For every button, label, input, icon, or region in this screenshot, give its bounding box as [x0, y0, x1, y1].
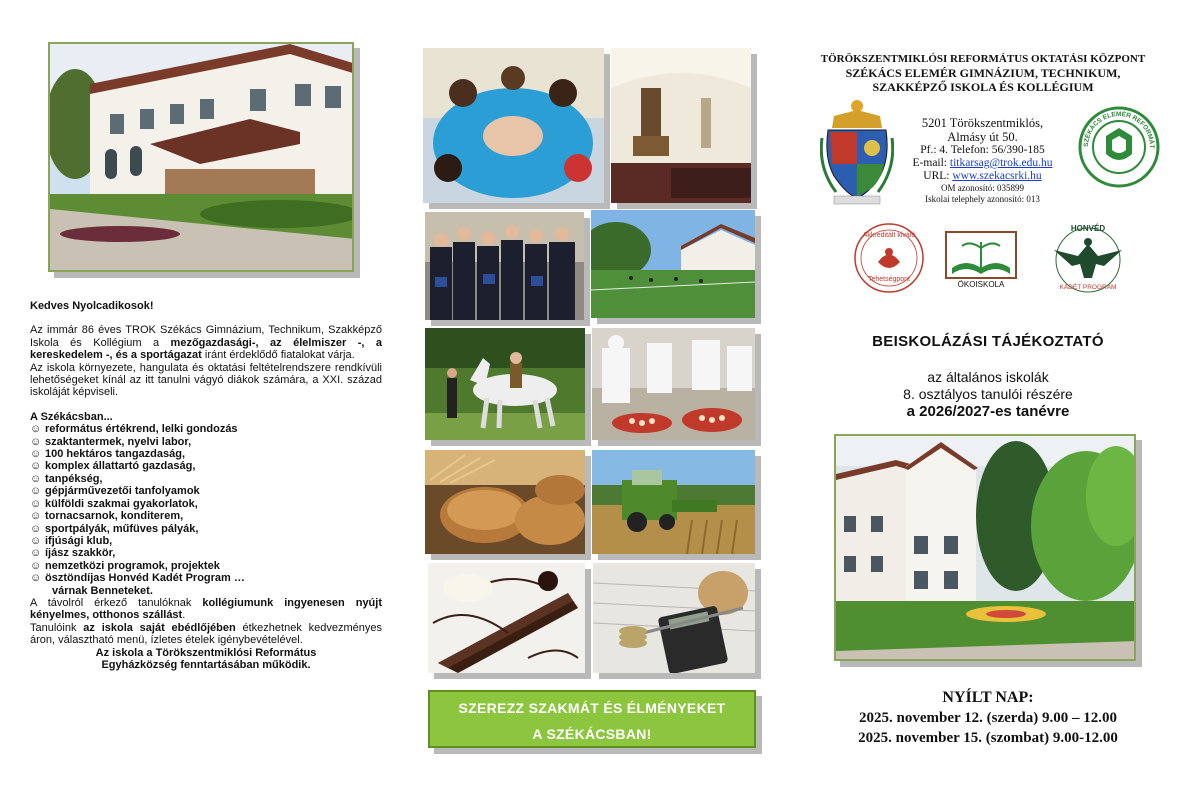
eco-label: ÖKOISKOLA: [957, 280, 1005, 289]
canteen-end: étkezhetnek kedvezményes áron, választható menü, ízletes ételek igénybevételével.: [30, 621, 382, 647]
chocolate-cake-photo: [428, 563, 585, 673]
cta-banner: [428, 690, 756, 748]
intro-sectors: mezőgazdasági-, az élelmiszer -, a kereskedelem -, és a sportágazat: [30, 336, 382, 362]
feature-list-text: tornacsarnok, konditerem,: [45, 510, 184, 523]
document-subtitle: [808, 369, 1168, 420]
subtitle-line-1: az általános iskolák: [927, 369, 1049, 385]
organization-name: [808, 52, 1158, 94]
open-day-title: NYÍLT NAP:: [942, 689, 1034, 706]
feature-list-text: ifjúsági klub,: [45, 534, 113, 547]
honved-cadet-logo: [1048, 222, 1128, 296]
email-line: [900, 157, 1065, 170]
feature-list-text: komplex állattartó gazdaság,: [45, 460, 196, 473]
open-day-block: [808, 688, 1168, 748]
site-id: Iskolai telephely azonosító: 013: [925, 194, 1040, 204]
feature-list-text: szaktantermek, nyelvi labor,: [45, 435, 192, 448]
email-link[interactable]: titkarsag@trok.edu.hu: [949, 157, 1053, 169]
feature-list-text: külföldi szakmai gyakorlatok,: [45, 497, 198, 510]
feature-list-text: református értékrend, lelki gondozás: [45, 423, 238, 436]
smiley-icon: ☺: [30, 522, 42, 535]
feature-list-item: [30, 473, 382, 485]
address-city: 5201 Törökszentmiklós,: [921, 116, 1044, 130]
dormitory-paragraph: [30, 597, 382, 622]
maintainer-note: Az iskola a Törökszentmiklósi Református Egyházközség fenntartásában működik.: [95, 646, 317, 671]
school-building-photo-2: [834, 434, 1136, 661]
harvester-photo: [592, 450, 755, 554]
school-seal-logo: [1078, 106, 1160, 188]
calculator-potato-photo: [593, 563, 755, 673]
feature-list-text: gépjárművezetői tanfolyamok: [45, 485, 200, 498]
feature-list-item: [30, 485, 382, 497]
intro-end: iránt érdeklődő fiatalokat várja.: [201, 349, 355, 362]
sports-field-photo: [591, 210, 755, 318]
smiley-icon: ☺: [30, 485, 42, 498]
horse-riding-photo: [425, 328, 585, 440]
dorm-end: .: [182, 609, 186, 622]
greeting: Kedves Nyolcadikosok!: [30, 300, 154, 312]
smiley-icon: ☺: [30, 534, 42, 547]
canteen-bold: az iskola saját ebédlőjében: [83, 621, 236, 634]
left-text-block: [30, 300, 382, 671]
canteen-text: Tanulóink: [30, 621, 84, 634]
dorm-bold: kollégiumunk ingyenesen nyújt kényelmes, otthonos szállást: [30, 596, 383, 622]
feature-list-item: [30, 547, 382, 559]
subtitle-line-3: a 2026/2027-es tanévre: [906, 403, 1070, 420]
address-block: [900, 116, 1065, 205]
feature-list-text: 100 hektáros tangazdaság,: [45, 448, 186, 461]
om-id: OM azonosító: 035899: [941, 183, 1024, 193]
feature-list-item: [30, 448, 382, 460]
document-title: BEISKOLÁZÁSI TÁJÉKOZTATÓ: [872, 333, 1104, 350]
intro-text: Az immár 86 éves TROK Székács Gimnázium, Technikum, Szakképző Iskola és Kollégium a: [30, 324, 382, 349]
smiley-icon: ☺: [30, 559, 42, 572]
honved-label: HONVÉD: [1070, 224, 1106, 233]
org-line-2: SZÉKÁCS ELEMÉR GIMNÁZIUM, TECHNIKUM,: [845, 66, 1121, 80]
intro-paragraph: [30, 324, 382, 361]
feature-list: [30, 423, 382, 584]
feature-list-text: nemzetközi programok, projektek: [45, 559, 220, 572]
feature-list-item: [30, 510, 382, 522]
smiley-icon: ☺: [30, 572, 42, 585]
feature-list-item: [30, 460, 382, 472]
smiley-icon: ☺: [30, 497, 42, 510]
smiley-icon: ☺: [30, 448, 42, 461]
url-label: URL:: [923, 170, 953, 182]
feature-list-item: [30, 560, 382, 572]
feature-list-item: [30, 498, 382, 510]
feature-list-item: [30, 572, 382, 584]
cta-line-1: SZEREZZ SZAKMÁT ÉS ÉLMÉNYEKET: [458, 700, 726, 716]
feature-list-text: sportpályák, műfüves pályák,: [45, 522, 199, 535]
bakery-class-photo: [592, 328, 755, 440]
feature-list-item: [30, 523, 382, 535]
open-day-date-2: 2025. november 15. (szombat) 9.00-12.00: [858, 730, 1118, 746]
seal-text: SZÉKÁCS ELEMÉR REFORMÁT: [1082, 110, 1156, 149]
feature-list-text: ösztöndíjas Honvéd Kadét Program …: [45, 572, 245, 585]
smiley-icon: ☺: [30, 547, 42, 560]
feature-list-item: [30, 423, 382, 435]
url-line: [900, 170, 1065, 183]
feature-list-item: [30, 535, 382, 547]
cta-line-2: A SZÉKÁCSBAN!: [532, 726, 652, 742]
feature-list-item: [30, 436, 382, 448]
feature-list-text: íjász szakkör,: [45, 547, 116, 560]
students-team-photo: [423, 48, 604, 203]
canteen-paragraph: [30, 622, 382, 647]
address-street: Almásy út 50.: [947, 130, 1018, 144]
talent-top-label: Akkreditált kiváló: [862, 232, 916, 239]
url-link[interactable]: www.szekacsrki.hu: [952, 170, 1042, 182]
school-building-photo: [48, 42, 354, 272]
smiley-icon: ☺: [30, 510, 42, 523]
talent-point-logo: [850, 222, 928, 294]
dorm-text: A távolról érkező tanulóknak: [30, 596, 203, 609]
smiley-icon: ☺: [30, 423, 42, 436]
intro-paragraph-2: Az iskola környezete, hangulata és oktatási feltételrendszere rendkívüli lehetőségeket kínál az itt tanulni vágyó diákok számára, a XXI. század iskoláját képviseli.: [30, 361, 382, 399]
graduates-photo: [425, 212, 584, 320]
honved-bottom-label: KADÉT PROGRAM: [1059, 284, 1117, 291]
church-interior-photo: [611, 48, 751, 203]
subtitle-line-2: 8. osztályos tanulói részére: [903, 386, 1073, 402]
address-phone: Pf.: 4. Telefon: 56/390-185: [920, 144, 1045, 156]
org-line-3: SZAKKÉPZŐ ISKOLA ÉS KOLLÉGIUM: [872, 80, 1094, 94]
smiley-icon: ☺: [30, 472, 42, 485]
org-line-1: TÖRÖKSZENTMIKLÓSI REFORMÁTUS OKTATÁSI KÖZPONT: [820, 53, 1146, 65]
smiley-icon: ☺: [30, 435, 42, 448]
list-title: A Székácsban...: [30, 410, 113, 423]
feature-list-text: tanpékség,: [45, 472, 103, 485]
talent-bottom-label: Tehetségpont: [867, 276, 911, 283]
open-day-date-1: 2025. november 12. (szerda) 9.00 – 12.00: [858, 710, 1118, 726]
email-label: E-mail:: [912, 157, 950, 169]
smiley-icon: ☺: [30, 460, 42, 473]
expect-text: várnak Benneteket.: [52, 584, 153, 597]
coat-of-arms-logo: [820, 98, 894, 206]
bread-photo: [425, 450, 585, 554]
eco-school-logo: [940, 228, 1022, 296]
